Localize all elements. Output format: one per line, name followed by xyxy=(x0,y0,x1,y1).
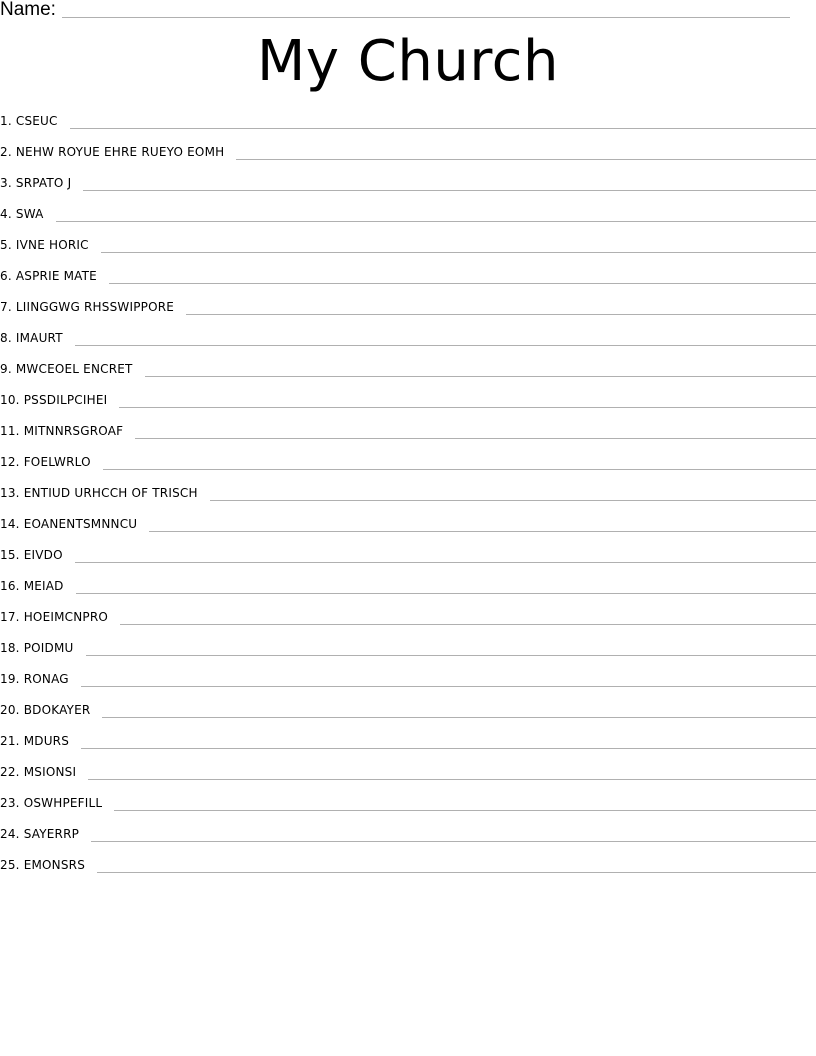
scrambled-word xyxy=(0,606,120,628)
answer-line[interactable] xyxy=(75,562,816,563)
question-row xyxy=(0,358,816,389)
answer-line[interactable] xyxy=(101,252,816,253)
scrambled-word xyxy=(0,389,119,411)
scrambled-word xyxy=(0,699,102,721)
scrambled-letters: LIINGGWG RHSSWIPPORE xyxy=(15,300,175,314)
name-answer-line[interactable] xyxy=(62,17,790,18)
scrambled-letters: FOELWRLO xyxy=(23,455,91,469)
scrambled-word xyxy=(0,110,70,132)
question-row xyxy=(0,482,816,513)
question-number: 7. xyxy=(0,300,12,314)
question-row xyxy=(0,544,816,575)
scrambled-letters: EIVDO xyxy=(23,548,63,562)
answer-line[interactable] xyxy=(91,841,816,842)
question-number: 4. xyxy=(0,207,12,221)
answer-line[interactable] xyxy=(102,717,816,718)
scrambled-letters: MITNNRSGROAF xyxy=(23,424,124,438)
question-number: 8. xyxy=(0,331,12,345)
scrambled-letters: MSIONSI xyxy=(23,765,77,779)
question-number: 12. xyxy=(0,455,20,469)
scrambled-letters: SWA xyxy=(15,207,44,221)
scrambled-word xyxy=(0,544,75,566)
question-number: 10. xyxy=(0,393,20,407)
scrambled-word xyxy=(0,668,81,690)
question-number: 25. xyxy=(0,858,20,872)
question-row xyxy=(0,854,816,885)
scrambled-word xyxy=(0,172,83,194)
scrambled-word xyxy=(0,420,135,442)
scrambled-letters: NEHW ROYUE EHRE RUEYO EOMH xyxy=(15,145,225,159)
scrambled-letters: MEIAD xyxy=(23,579,64,593)
question-row xyxy=(0,234,816,265)
scrambled-word xyxy=(0,141,236,163)
answer-line[interactable] xyxy=(76,593,816,594)
question-row xyxy=(0,327,816,358)
scrambled-letters: IVNE HORIC xyxy=(15,238,89,252)
scrambled-letters: POIDMU xyxy=(23,641,74,655)
scrambled-word xyxy=(0,637,86,659)
scrambled-letters: HOEIMCNPRO xyxy=(23,610,109,624)
question-list xyxy=(0,110,816,885)
question-number: 20. xyxy=(0,703,20,717)
question-number: 21. xyxy=(0,734,20,748)
scrambled-letters: SRPATO J xyxy=(15,176,72,190)
question-row xyxy=(0,606,816,637)
answer-line[interactable] xyxy=(149,531,816,532)
question-row xyxy=(0,699,816,730)
scrambled-letters: OSWHPEFILL xyxy=(23,796,103,810)
question-row xyxy=(0,203,816,234)
answer-line[interactable] xyxy=(119,407,816,408)
question-number: 17. xyxy=(0,610,20,624)
answer-line[interactable] xyxy=(103,469,816,470)
answer-line[interactable] xyxy=(70,128,816,129)
question-row xyxy=(0,668,816,699)
question-number: 22. xyxy=(0,765,20,779)
scrambled-word xyxy=(0,854,97,876)
answer-line[interactable] xyxy=(81,748,816,749)
answer-line[interactable] xyxy=(135,438,816,439)
question-row xyxy=(0,575,816,606)
answer-line[interactable] xyxy=(210,500,816,501)
question-number: 14. xyxy=(0,517,20,531)
question-row xyxy=(0,420,816,451)
name-field-row xyxy=(0,0,790,20)
scrambled-letters: CSEUC xyxy=(15,114,58,128)
question-number: 3. xyxy=(0,176,12,190)
scrambled-word xyxy=(0,234,101,256)
answer-line[interactable] xyxy=(109,283,816,284)
answer-line[interactable] xyxy=(186,314,816,315)
scrambled-letters: ASPRIE MATE xyxy=(15,269,97,283)
answer-line[interactable] xyxy=(88,779,816,780)
name-label: Name: xyxy=(0,0,56,20)
scrambled-letters: EMONSRS xyxy=(23,858,86,872)
question-row xyxy=(0,823,816,854)
question-number: 13. xyxy=(0,486,20,500)
scrambled-word xyxy=(0,761,88,783)
page-title: My Church xyxy=(257,29,559,94)
question-number: 1. xyxy=(0,114,12,128)
question-number: 18. xyxy=(0,641,20,655)
scrambled-letters: IMAURT xyxy=(15,331,63,345)
question-number: 6. xyxy=(0,269,12,283)
scrambled-word xyxy=(0,575,76,597)
question-number: 9. xyxy=(0,362,12,376)
question-row xyxy=(0,296,816,327)
question-number: 24. xyxy=(0,827,20,841)
scrambled-word xyxy=(0,730,81,752)
question-row xyxy=(0,141,816,172)
scrambled-word xyxy=(0,203,56,225)
question-row xyxy=(0,389,816,420)
answer-line[interactable] xyxy=(81,686,816,687)
scrambled-word xyxy=(0,792,114,814)
question-number: 16. xyxy=(0,579,20,593)
question-row xyxy=(0,761,816,792)
question-row xyxy=(0,451,816,482)
question-row xyxy=(0,730,816,761)
question-row xyxy=(0,513,816,544)
question-row xyxy=(0,637,816,668)
scrambled-word xyxy=(0,265,109,287)
question-number: 11. xyxy=(0,424,20,438)
scrambled-word xyxy=(0,513,149,535)
question-number: 2. xyxy=(0,145,12,159)
question-row xyxy=(0,792,816,823)
scrambled-word xyxy=(0,358,145,380)
scrambled-letters: EOANENTSMNNCU xyxy=(23,517,138,531)
scrambled-word xyxy=(0,327,75,349)
scrambled-letters: SAYERRP xyxy=(23,827,80,841)
question-number: 5. xyxy=(0,238,12,252)
answer-line[interactable] xyxy=(86,655,816,656)
question-number: 15. xyxy=(0,548,20,562)
answer-line[interactable] xyxy=(56,221,816,222)
scrambled-letters: ENTIUD URHCCH OF TRISCH xyxy=(23,486,198,500)
question-number: 23. xyxy=(0,796,20,810)
answer-line[interactable] xyxy=(75,345,816,346)
question-number: 19. xyxy=(0,672,20,686)
scrambled-letters: MWCEOEL ENCRET xyxy=(15,362,133,376)
scrambled-word xyxy=(0,823,91,845)
scrambled-letters: RONAG xyxy=(23,672,69,686)
answer-line[interactable] xyxy=(97,872,816,873)
answer-line[interactable] xyxy=(114,810,816,811)
scrambled-letters: PSSDILPCIHEI xyxy=(23,393,108,407)
question-row xyxy=(0,265,816,296)
scrambled-letters: MDURS xyxy=(23,734,70,748)
scrambled-letters: BDOKAYER xyxy=(23,703,91,717)
answer-line[interactable] xyxy=(83,190,816,191)
scrambled-word xyxy=(0,296,186,318)
answer-line[interactable] xyxy=(120,624,816,625)
answer-line[interactable] xyxy=(145,376,816,377)
answer-line[interactable] xyxy=(236,159,816,160)
scrambled-word xyxy=(0,482,210,504)
scrambled-word xyxy=(0,451,103,473)
question-row xyxy=(0,110,816,141)
question-row xyxy=(0,172,816,203)
